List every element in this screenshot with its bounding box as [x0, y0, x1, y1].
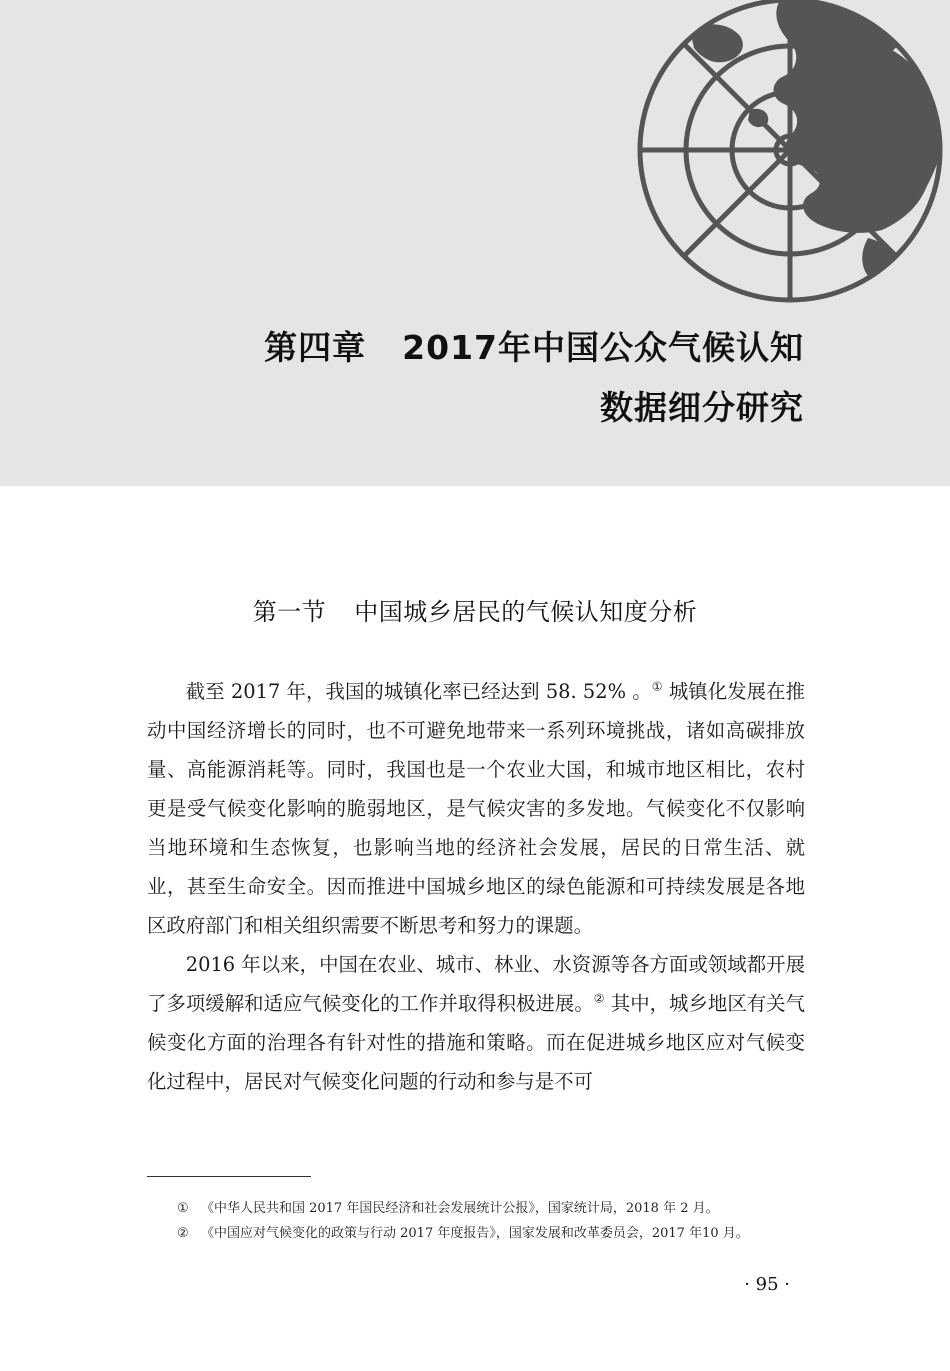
chapter-label: 第四章 [264, 328, 367, 367]
footnote-text: 《中华人民共和国 2017 年国民经济和社会发展统计公报》，国家统计局，2018 年 2 月。 [201, 1201, 719, 1216]
paragraph-text: 截至 2017 年，我国的城镇化率已经达到 58. 52% 。 [185, 680, 652, 703]
section-label: 第一节 [252, 598, 327, 626]
globe-emblem-icon [630, 0, 950, 310]
footnote-text: 《中国应对气候变化的政策与行动 2017 年度报告》，国家发展和改革委员会，2017 年10 月。 [201, 1226, 749, 1241]
paragraph-text: 2016 年以来，中国在农业、城市、林业、水资源等各方面或领域都开展了多项缓解和适应气候变化的工作并取得积极进展。 [147, 953, 805, 1015]
paragraph [147, 945, 805, 1101]
footnote-ref: ① [651, 679, 663, 694]
footnote-mark: ② [177, 1226, 189, 1241]
chapter-title [264, 318, 804, 438]
chapter-title-line-1 [264, 318, 804, 378]
footnotes [177, 1196, 817, 1246]
section-title [0, 592, 950, 627]
chapter-title-line-2: 数据细分研究 [600, 388, 804, 427]
paragraph [147, 672, 805, 945]
footnote [177, 1221, 817, 1246]
section-title-text: 中国城乡居民的气候认知度分析 [354, 598, 698, 626]
page-number: · 95 · [744, 1274, 790, 1295]
paragraph-text: 城镇化发展在推动中国经济增长的同时，也不可避免地带来一系列环境挑战，诸如高碳排放量、高能源消耗等。同时，我国也是一个农业大国，和城市地区相比，农村更是受气候变化影响的脆弱地区，是气候灾害的多发地。气候变化不仅影响当地环境和生态恢复，也影响当地的经济社会发展，居民的日常生活、就业，甚至生命安全。因而推进中国城乡地区的绿色能源和可持续发展是各地区政府部门和相关组织需要不断思考和努力的课题。 [147, 680, 806, 937]
footnote-mark: ① [177, 1201, 189, 1216]
chapter-banner [0, 0, 950, 486]
body-text [147, 672, 805, 1101]
footnote [177, 1196, 817, 1221]
paragraph-text: 其中，城乡地区有关气候变化方面的治理各有针对性的措施和策略。而在促进城乡地区应对气候变化过程中，居民对气候变化问题的行动和参与是不可 [147, 992, 805, 1093]
chapter-title-text: 2017年中国公众气候认知 [402, 328, 804, 367]
footnote-divider [147, 1176, 311, 1177]
footnote-ref: ② [593, 991, 605, 1006]
